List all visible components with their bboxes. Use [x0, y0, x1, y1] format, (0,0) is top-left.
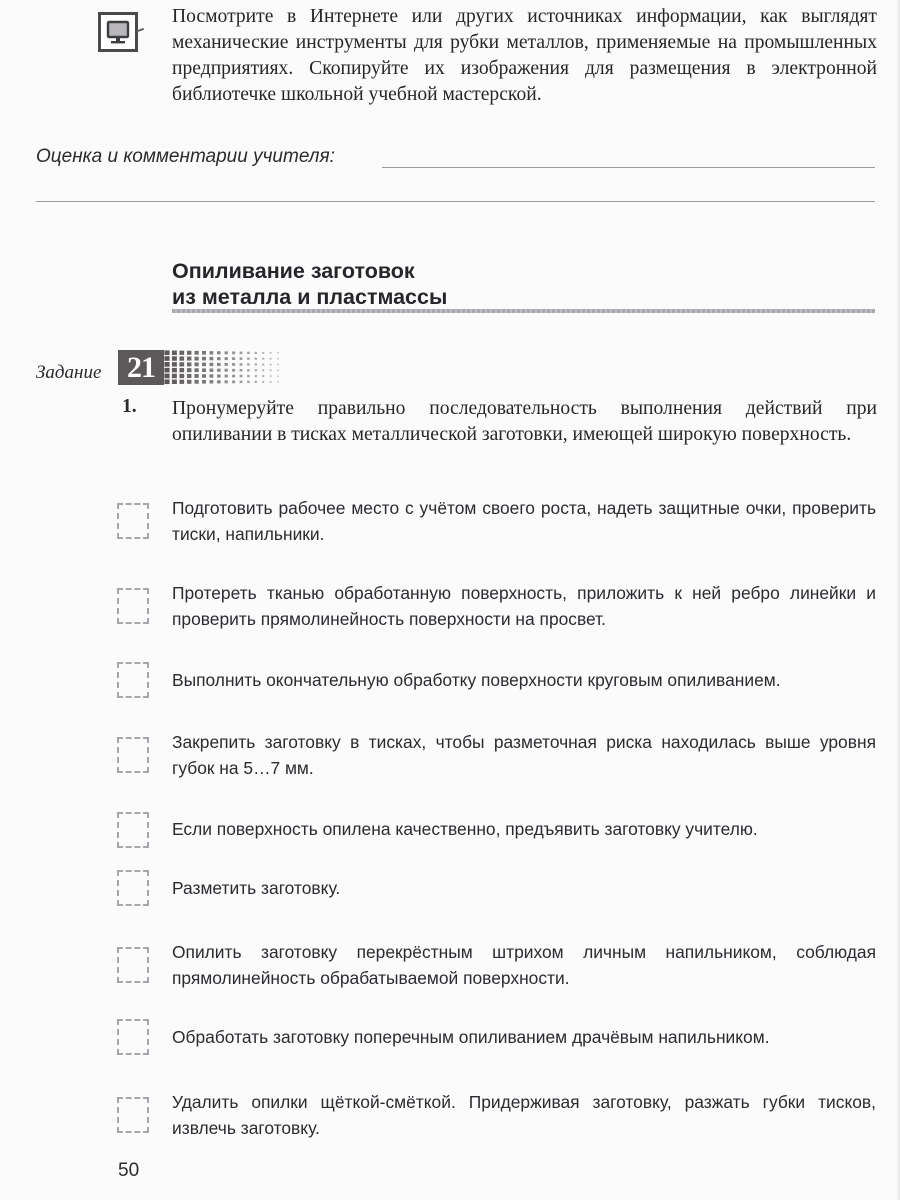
step-text: Протереть тканью обработанную поверхность, приложить к ней ребро линейки и проверить прямолинейность поверхности на просвет.	[172, 583, 876, 629]
step-order-box[interactable]	[117, 588, 149, 624]
question-number: 1.	[122, 396, 137, 417]
halftone-dot	[225, 351, 228, 354]
halftone-dot	[179, 380, 184, 384]
step-order-box[interactable]	[117, 662, 149, 698]
halftone-dot	[217, 380, 221, 383]
halftone-dot	[270, 369, 272, 371]
halftone-dot	[172, 368, 177, 372]
halftone-dot	[217, 351, 221, 354]
step-order-box[interactable]	[117, 1019, 149, 1055]
halftone-dot	[187, 374, 191, 378]
teacher-comment-label: Оценка и комментарии учителя:	[36, 146, 335, 167]
halftone-dot	[172, 374, 177, 378]
halftone-dot	[277, 381, 279, 382]
halftone-dot	[270, 381, 272, 383]
halftone-dot	[277, 375, 279, 376]
halftone-dot	[240, 363, 243, 366]
halftone-dot	[247, 363, 250, 365]
section-heading-line-1: Опиливание заготовок	[172, 259, 415, 283]
halftone-dot	[210, 369, 214, 372]
step-text: Обработать заготовку поперечным опиливанием драчёвым напильником.	[172, 1027, 770, 1047]
step-text: Если поверхность опилена качественно, предъявить заготовку учителю.	[172, 819, 758, 839]
halftone-dot	[202, 357, 206, 361]
step-text: Закрепить заготовку в тисках, чтобы разметочная риска находилась выше уровня губок на 5…7 мм.	[172, 732, 876, 778]
halftone-dot	[270, 358, 272, 360]
halftone-dot	[187, 357, 191, 361]
halftone-dot	[179, 374, 184, 378]
halftone-dot	[194, 368, 198, 372]
halftone-dot	[255, 363, 257, 365]
halftone-dot	[240, 369, 243, 372]
halftone-dot	[232, 357, 235, 360]
halftone-dot	[187, 351, 191, 355]
intro-paragraph: Посмотрите в Интернете или других источниках информации, как выглядят механические инструменты для рубки металлов, применяемые на промышленных предприятиях. Скопируйте их изображения для размещения в электронной библиотечке школьной учебной мастерской.	[172, 6, 877, 105]
halftone-dot	[217, 374, 221, 377]
task-number-badge: 21	[118, 350, 164, 385]
halftone-dot	[262, 364, 264, 366]
computer-monitor-icon	[98, 12, 138, 52]
question-text: Пронумеруйте правильно последовательность выполнения действий при опиливании в тисках металлической заготовки, имеющей широкую поверхность.	[172, 398, 877, 445]
halftone-dot	[164, 368, 169, 373]
halftone-dot	[270, 364, 272, 366]
halftone-dot	[217, 369, 221, 372]
halftone-dot	[270, 375, 272, 377]
step-text: Выполнить окончательную обработку поверхности круговым опиливанием.	[172, 670, 781, 690]
halftone-dot	[240, 381, 243, 384]
halftone-dot	[217, 363, 221, 366]
halftone-dot	[247, 352, 250, 354]
halftone-dot	[262, 381, 264, 383]
halftone-dot	[232, 369, 235, 372]
halftone-dot	[255, 358, 257, 360]
icon-pointer-mark	[137, 28, 144, 32]
halftone-dot	[194, 351, 198, 355]
step-text: Удалить опилки щёткой-смёткой. Придерживая заготовку, разжать губки тисков, извлечь заготовку.	[172, 1092, 876, 1138]
halftone-dot	[270, 352, 272, 354]
halftone-dot	[194, 380, 198, 384]
teacher-comment-line-1[interactable]	[382, 167, 875, 168]
page-edge-shadow	[896, 0, 900, 1200]
halftone-dot	[210, 363, 214, 366]
halftone-dot	[240, 375, 243, 378]
halftone-dots-decoration	[164, 350, 286, 385]
halftone-dot	[202, 351, 206, 355]
halftone-dot	[172, 362, 177, 366]
halftone-dot	[179, 368, 184, 372]
halftone-dot	[255, 381, 257, 383]
halftone-dot	[164, 379, 169, 384]
halftone-dot	[187, 380, 191, 384]
halftone-dot	[202, 363, 206, 367]
step-order-box[interactable]	[117, 1097, 149, 1133]
step-text: Подготовить рабочее место с учётом своего роста, надеть защитные очки, проверить тиски, напильники.	[172, 498, 876, 544]
halftone-dot	[179, 356, 184, 360]
halftone-dot	[232, 380, 235, 383]
halftone-dot	[277, 370, 279, 371]
halftone-dot	[247, 381, 250, 383]
section-heading-line-2: из металла и пластмассы	[172, 285, 448, 309]
step-order-box[interactable]	[117, 503, 149, 539]
halftone-dot	[172, 356, 177, 360]
halftone-dot	[255, 375, 257, 377]
halftone-dot	[225, 363, 228, 366]
step-text: Разметить заготовку.	[172, 878, 341, 898]
step-order-box[interactable]	[117, 737, 149, 773]
halftone-dot	[225, 380, 228, 383]
halftone-dot	[232, 375, 235, 378]
halftone-dot	[262, 352, 264, 354]
task-label: Задание	[36, 362, 102, 383]
halftone-dot	[255, 352, 257, 354]
halftone-dot	[247, 369, 250, 371]
halftone-dot	[164, 356, 169, 361]
halftone-dot	[262, 369, 264, 371]
halftone-dot	[172, 380, 177, 384]
halftone-dot	[194, 362, 198, 366]
halftone-dot	[194, 357, 198, 361]
halftone-dot	[210, 380, 214, 383]
halftone-dot	[232, 351, 235, 354]
halftone-dot	[277, 364, 279, 365]
halftone-dot	[202, 374, 206, 378]
halftone-dot	[225, 369, 228, 372]
halftone-dot	[187, 368, 191, 372]
halftone-dot	[255, 369, 257, 371]
halftone-dot	[210, 351, 214, 354]
halftone-dot	[262, 358, 264, 360]
halftone-dot	[202, 368, 206, 372]
halftone-dot	[240, 352, 243, 355]
section-divider	[172, 309, 875, 313]
halftone-dot	[240, 357, 243, 360]
halftone-dot	[225, 375, 228, 378]
halftone-dot	[179, 351, 184, 355]
halftone-dot	[179, 362, 184, 366]
page-number: 50	[118, 1160, 140, 1181]
halftone-dot	[187, 362, 191, 366]
halftone-dot	[217, 357, 221, 360]
step-text: Опилить заготовку перекрёстным штрихом личным напильником, соблюдая прямолинейность обрабатываемой поверхности.	[172, 942, 876, 988]
halftone-dot	[164, 350, 169, 355]
halftone-dot	[262, 375, 264, 377]
halftone-dot	[247, 358, 250, 360]
step-order-box[interactable]	[117, 812, 149, 848]
step-order-box[interactable]	[117, 947, 149, 983]
halftone-dot	[164, 374, 169, 379]
halftone-dot	[210, 374, 214, 377]
teacher-comment-line-2[interactable]	[36, 201, 875, 202]
halftone-dot	[172, 351, 177, 355]
halftone-dot	[210, 357, 214, 360]
halftone-dot	[277, 352, 279, 353]
halftone-dot	[225, 357, 228, 360]
halftone-dot	[164, 362, 169, 367]
halftone-dot	[277, 358, 279, 359]
section-heading	[172, 258, 447, 310]
step-order-box[interactable]	[117, 870, 149, 906]
halftone-dot	[194, 374, 198, 378]
halftone-dot	[232, 363, 235, 366]
halftone-dot	[202, 380, 206, 384]
halftone-dot	[247, 375, 250, 377]
